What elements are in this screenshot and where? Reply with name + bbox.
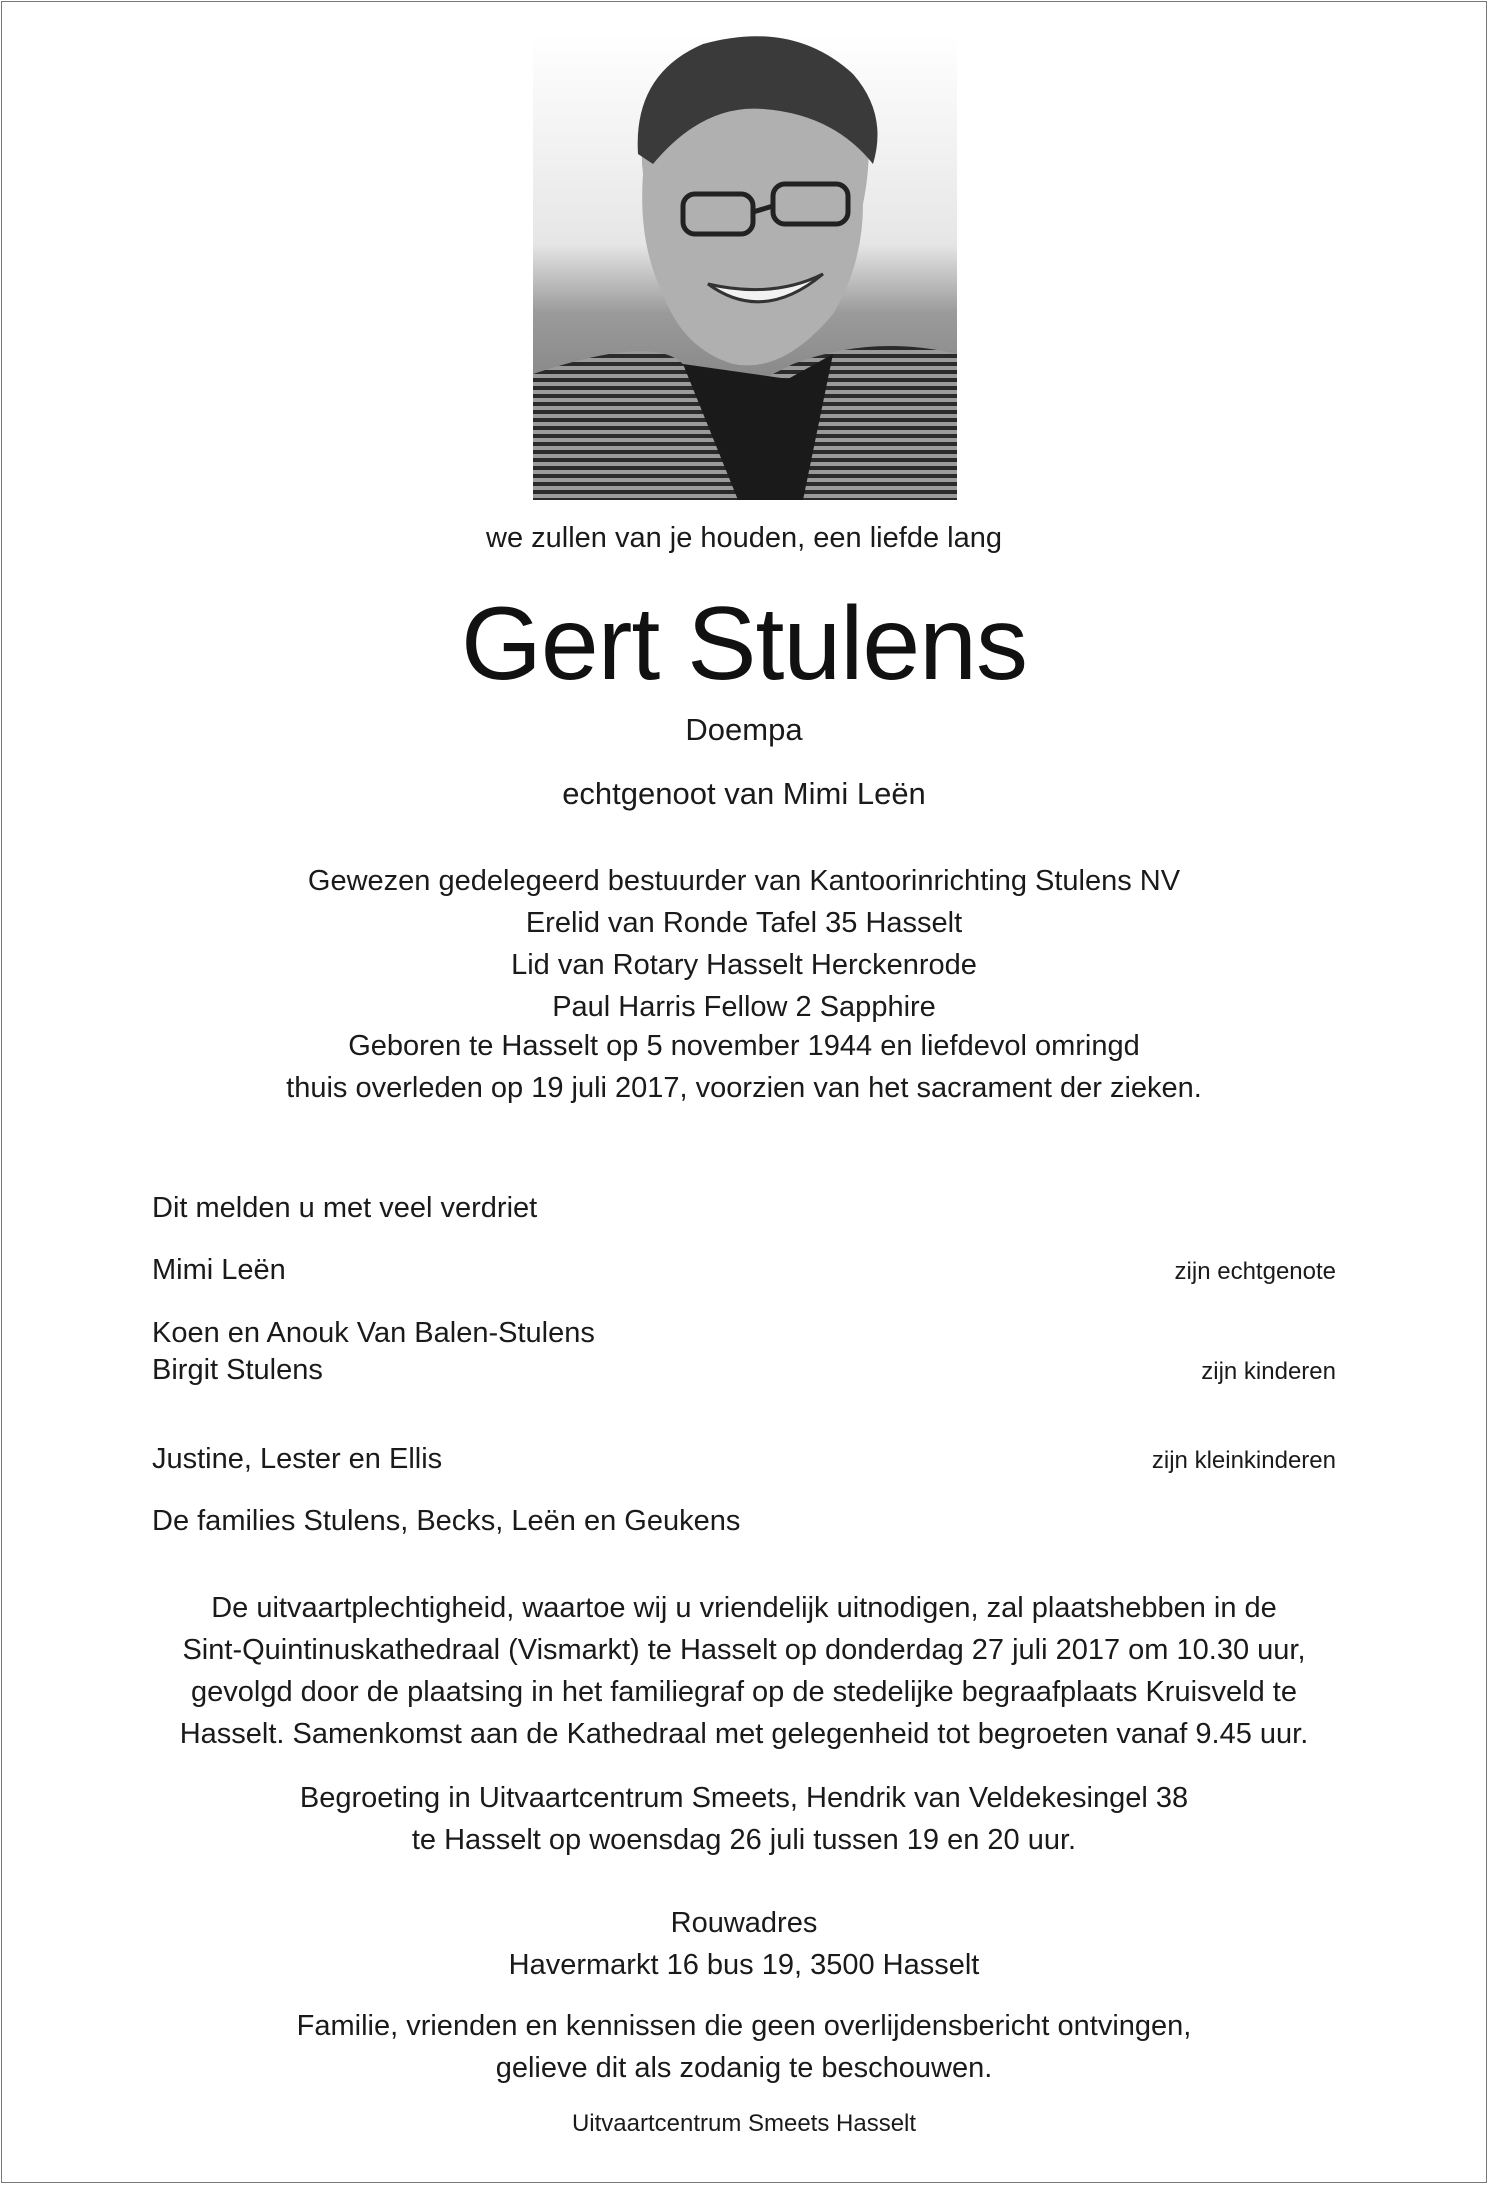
title-line: Lid van Rotary Hasselt Herckenrode: [511, 949, 977, 981]
family-name: Birgit Stulens: [152, 1354, 323, 1386]
relation-label: zijn kinderen: [1201, 1358, 1336, 1385]
mourning-address: [2, 1902, 1486, 1986]
notice-block: [2, 2005, 1486, 2089]
family-grandchildren: [152, 1443, 1336, 1476]
title-line: Erelid van Ronde Tafel 35 Hasselt: [525, 907, 963, 939]
spouse-line: echtgenoot van Mimi Leën: [562, 776, 926, 811]
family-spouse: [152, 1254, 1336, 1287]
deceased-name: Gert Stulens: [460, 586, 1028, 702]
service-line: gevolgd door de plaatsing in het familiegraf op de stedelijke begraafplaats Kruisveld te: [191, 1676, 1297, 1708]
visitation-line: te Hasselt op woensdag 26 juli tussen 19 en 20 uur.: [411, 1824, 1077, 1856]
birth-death-block: [2, 1025, 1486, 1109]
family-name: Justine, Lester en Ellis: [152, 1443, 443, 1475]
address-label: Rouwadres: [670, 1907, 818, 1939]
notice-line: Familie, vrienden en kennissen die geen overlijdensbericht ontvingen,: [296, 2010, 1192, 2042]
title-line: Gewezen gedelegeerd bestuurder van Kantoorinrichting Stulens NV: [307, 865, 1181, 897]
titles-block: [2, 860, 1486, 1028]
service-line: De uitvaartplechtigheid, waartoe wij u vriendelijk uitnodigen, zal plaatshebben in de: [211, 1592, 1277, 1624]
family-families: De families Stulens, Becks, Leën en Geukens: [152, 1505, 741, 1537]
portrait-photo: [533, 34, 957, 500]
nickname: Doempa: [685, 712, 803, 747]
birth-line: Geboren te Hasselt op 5 november 1944 en liefdevol omringd: [348, 1030, 1140, 1062]
service-line: Sint-Quintinuskathedraal (Vismarkt) te Hasselt op donderdag 27 juli 2017 om 10.30 uur,: [182, 1634, 1306, 1666]
announcement: Dit melden u met veel verdriet: [152, 1192, 538, 1224]
family-name: Koen en Anouk Van Balen-Stulens: [152, 1317, 595, 1349]
relation-label: zijn kleinkinderen: [1151, 1447, 1336, 1474]
visitation-line: Begroeting in Uitvaartcentrum Smeets, Hendrik van Veldekesingel 38: [299, 1782, 1189, 1814]
relation-label: zijn echtgenote: [1174, 1258, 1336, 1285]
title-line: Paul Harris Fellow 2 Sapphire: [552, 991, 936, 1023]
notice-line: gelieve dit als zodanig te beschouwen.: [495, 2052, 993, 2084]
visitation-block: [2, 1777, 1486, 1861]
address-line: Havermarkt 16 bus 19, 3500 Hasselt: [508, 1949, 980, 1981]
family-children: [152, 1317, 1336, 1387]
motto: we zullen van je houden, een liefde lang: [486, 522, 1002, 554]
service-block: [2, 1587, 1486, 1755]
obituary-card: [1, 1, 1487, 2183]
death-line: thuis overleden op 19 juli 2017, voorzien van het sacrament der zieken.: [286, 1072, 1202, 1104]
family-name: Mimi Leën: [152, 1254, 286, 1286]
funeral-home: Uitvaartcentrum Smeets Hasselt: [571, 2110, 917, 2137]
service-line: Hasselt. Samenkomst aan de Kathedraal met gelegenheid tot begroeten vanaf 9.45 uur.: [179, 1718, 1309, 1750]
